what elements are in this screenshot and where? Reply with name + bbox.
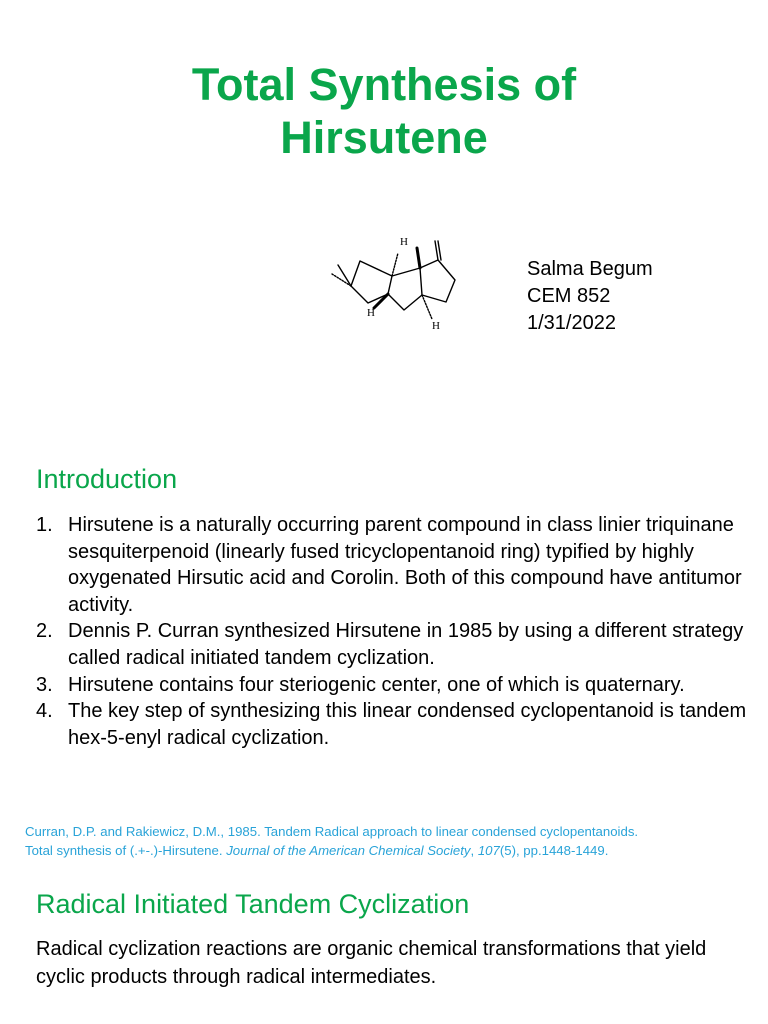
reference-line-2 [25,841,760,860]
radical-cyclization-heading: Radical Initiated Tandem Cyclization [36,889,470,919]
h-label-right: H [432,320,440,332]
list-item-text: Hirsutene is a naturally occurring parent compound in class linier triquinane sesquiterpenoid (linearly fused tricyclopentanoid ring) typified by highly oxygenated Hirsutic acid and Corolin. Both of this compound have antitumor activity. [68,514,742,616]
ring-right [420,260,455,302]
course-code: CEM 852 [527,285,611,307]
h-bond-left [374,294,388,308]
list-item [36,512,756,618]
list-item-text: Hirsutene contains four steriogenic center, one of which is quaternary. [68,673,685,696]
introduction-heading: Introduction [36,464,178,494]
list-item-number: 2. [36,620,53,643]
list-item-text: The key step of synthesizing this linear condensed cyclopentanoid is tandem hex-5-enyl radical cyclization. [68,700,747,749]
reference-comma: , [470,843,478,858]
title-line-1: Total Synthesis of [191,59,577,110]
h-bond-top [392,253,398,276]
title-line-2: Hirsutene [280,112,488,163]
methyl-bond-2 [332,274,351,286]
list-item-number: 3. [36,673,53,696]
h-bond-right [422,295,432,319]
reference-line-1: Curran, D.P. and Rakiewicz, D.M., 1985. Tandem Radical approach to linear condensed cyclopentanoids. [25,824,639,839]
quaternary-methyl [417,248,420,268]
reference-line-2-text: Total synthesis of (.+-.)-Hirsutene. [25,843,227,858]
methylene-bond-1 [435,241,438,260]
author-info [527,256,653,337]
h-label-left: H [367,307,375,319]
methylene-bond-2 [438,241,441,260]
ring-middle [388,268,422,310]
radical-cyclization-text: Radical cyclization reactions are organic chemical transformations that yield cyclic products through radical intermediates. [36,938,707,988]
list-item [36,672,756,699]
reference-volume: 107 [477,843,500,858]
list-item-number: 1. [36,514,53,536]
reference-citation [25,822,760,860]
list-item [36,618,756,671]
methyl-bond-1 [338,265,351,286]
list-item-number: 4. [36,700,53,723]
hirsutene-structure [322,228,472,338]
list-item-text: Dennis P. Curran synthesized Hirsutene in 1985 by using a different strategy called radical initiated tandem cyclization. [68,620,744,669]
reference-pages: (5), pp.1448-1449. [499,843,609,858]
introduction-list [36,512,756,751]
page-title [0,58,768,164]
presentation-date: 1/31/2022 [527,312,616,334]
reference-journal: Journal of the American Chemical Society [226,843,471,858]
author-name: Salma Begum [527,258,653,280]
h-label-top: H [400,236,408,248]
list-item [36,698,756,751]
